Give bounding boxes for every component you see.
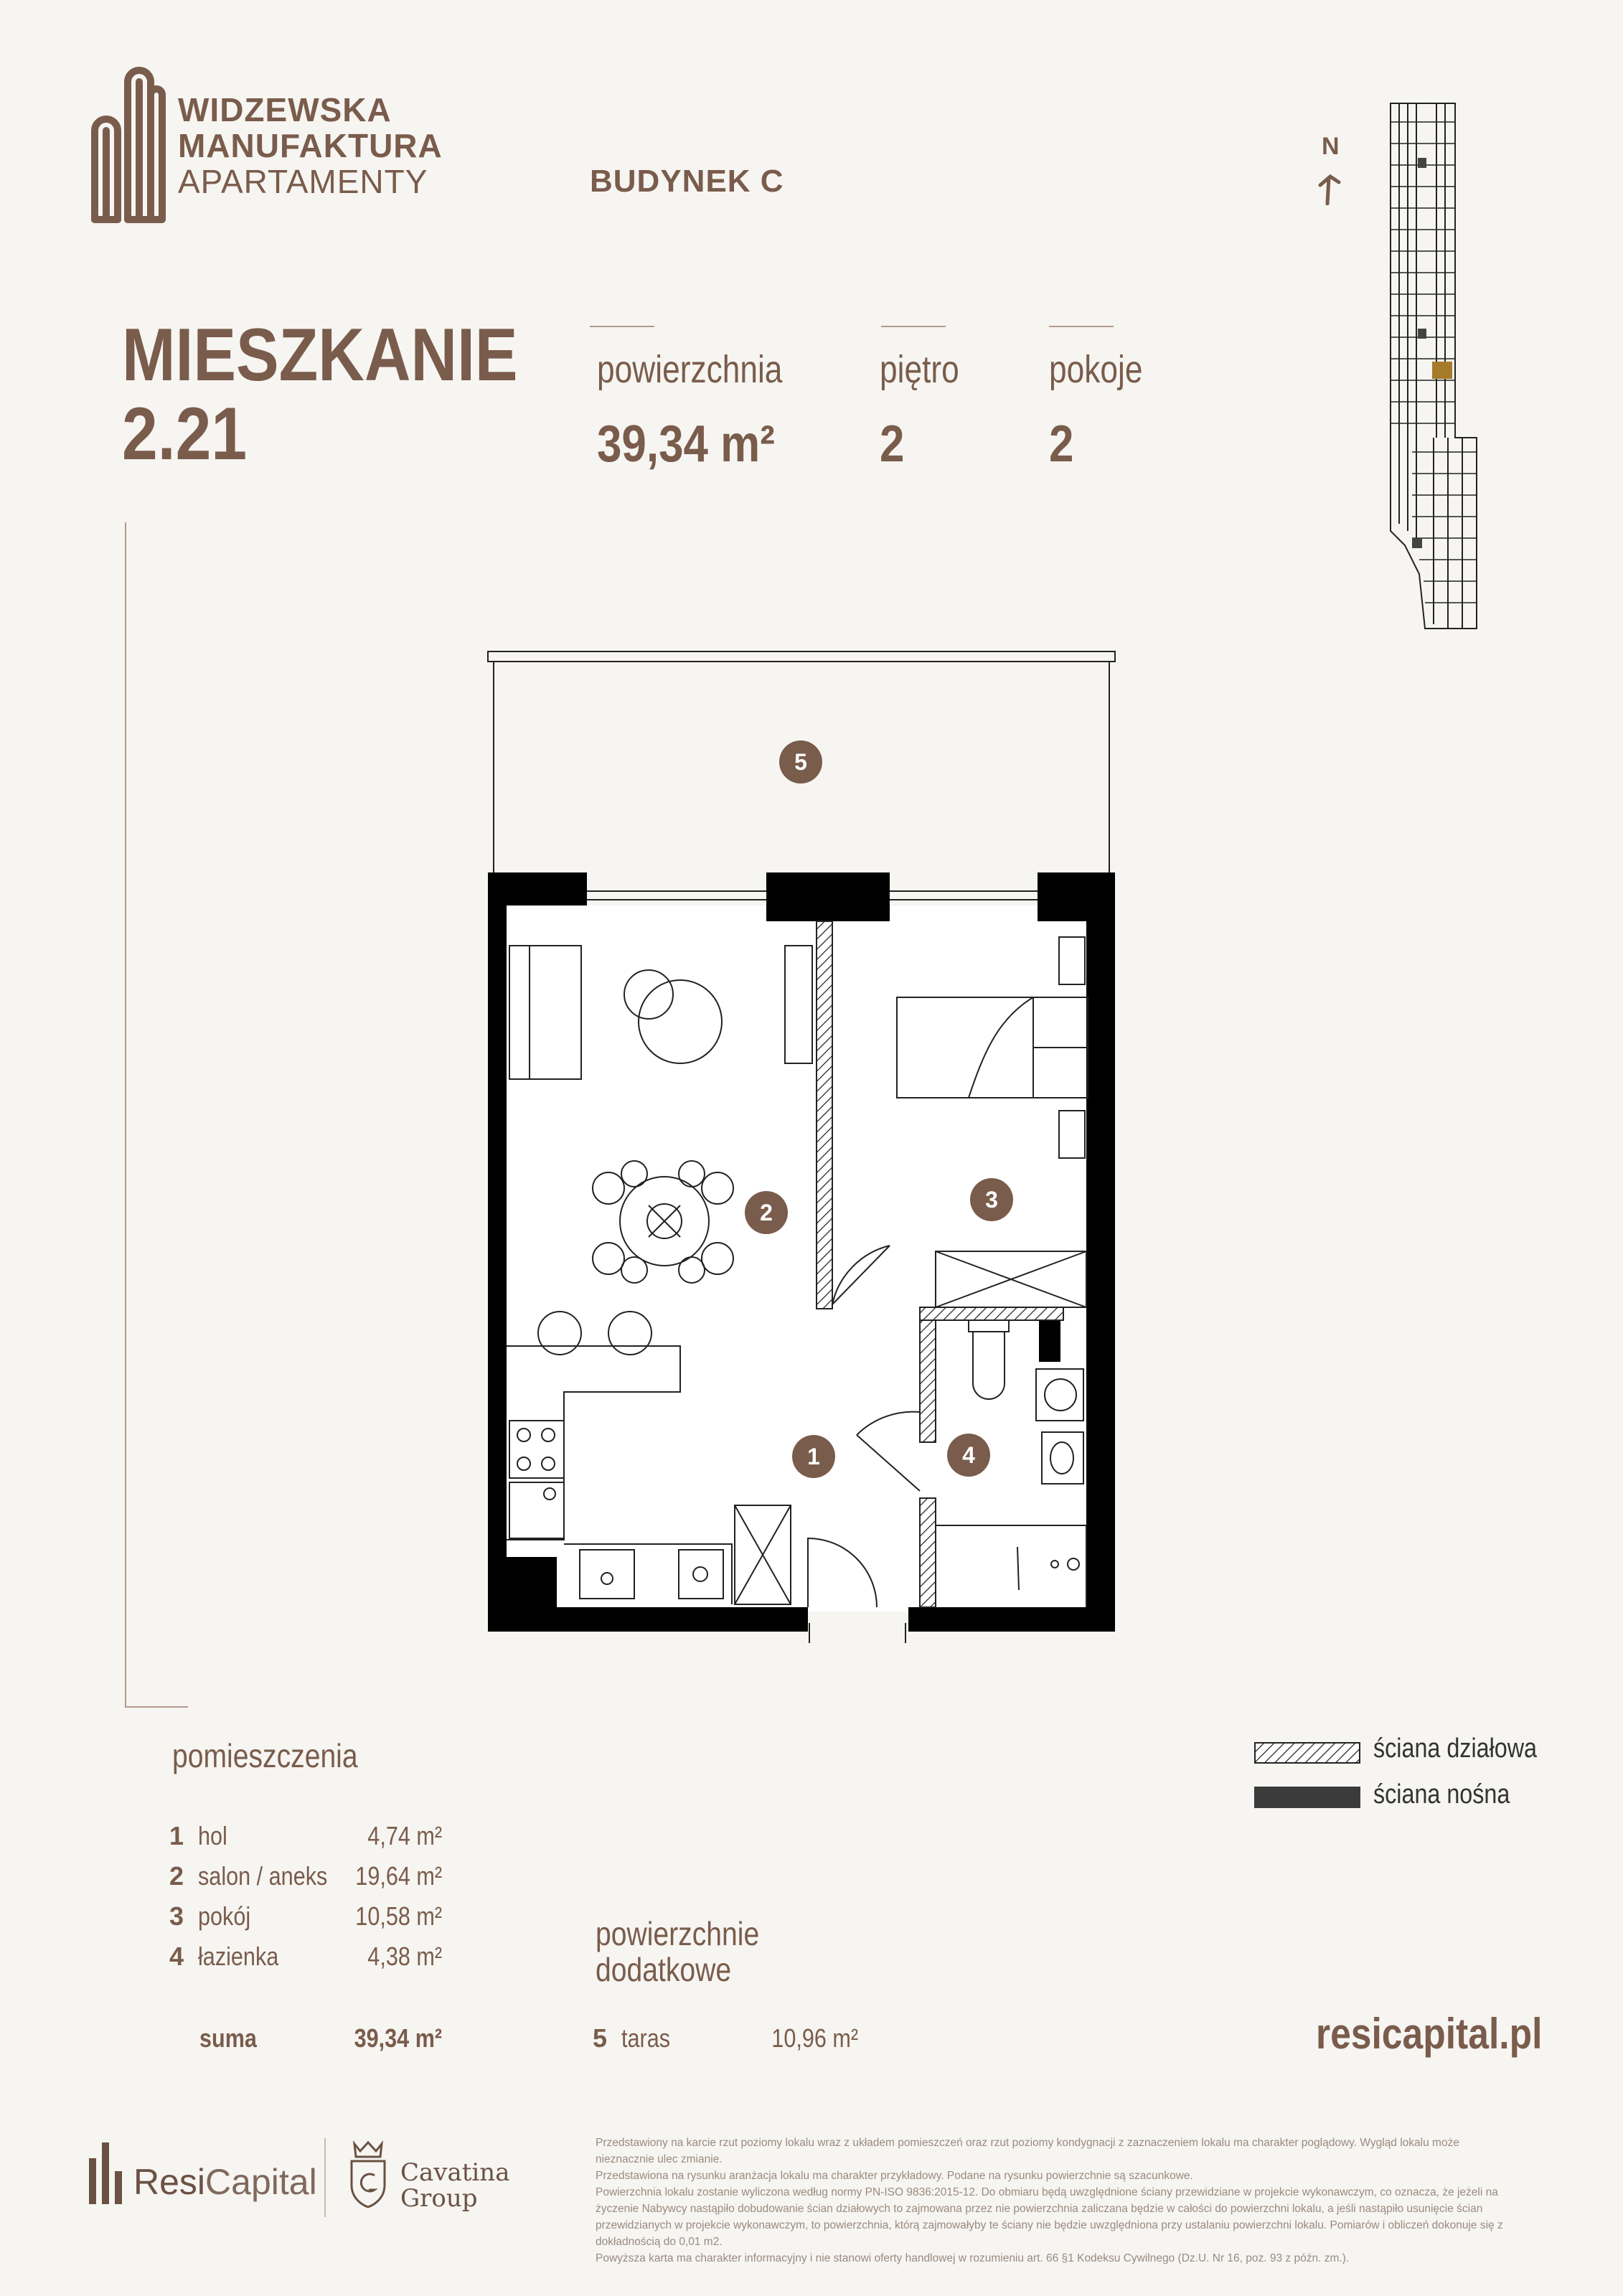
- room-row: [169, 1942, 456, 1982]
- resicapital-brand-a: Resi: [133, 2162, 206, 2202]
- stat-area-value: 39,34 m²: [597, 415, 775, 473]
- room-row: [169, 1901, 456, 1942]
- rooms-sum-label: suma: [199, 2023, 257, 2053]
- room-badge-5: [779, 740, 822, 784]
- extra-areas-title: [596, 1916, 759, 1987]
- room-badge-3-label: 3: [985, 1187, 998, 1213]
- side-rule-tick: [125, 1706, 188, 1708]
- stat-divider: [590, 326, 654, 327]
- stat-floor-label: piętro: [880, 348, 959, 391]
- room-area: 19,64 m²: [355, 1861, 442, 1891]
- stat-rooms-value: 2: [1049, 415, 1074, 473]
- extra-row: [593, 2023, 872, 2064]
- legend-bearing-label: ściana nośna: [1373, 1779, 1510, 1810]
- extra-name: taras: [621, 2023, 671, 2053]
- resicapital-logo-icon: [89, 2142, 123, 2204]
- extra-title-line-1: powierzchnie: [596, 1915, 760, 1952]
- apartment-title: [122, 316, 518, 474]
- apartment-title-word: MIESZKANIE: [122, 314, 518, 397]
- room-badge-2-label: 2: [760, 1200, 773, 1225]
- room-badge-2: [745, 1191, 788, 1234]
- room-name: pokój: [198, 1901, 251, 1931]
- interior-floor: [507, 905, 1095, 1612]
- room-name: salon / aneks: [198, 1861, 328, 1891]
- room-badge-5-label: 5: [794, 749, 807, 775]
- room-row: [169, 1821, 456, 1861]
- rooms-title: pomieszczenia: [172, 1737, 358, 1774]
- logo-line-3: APARTAMENTY: [178, 163, 428, 200]
- stat-rooms-label: pokoje: [1049, 348, 1143, 391]
- stat-area-label: powierzchnia: [597, 348, 783, 391]
- room-badge-1-label: 1: [807, 1444, 820, 1469]
- extra-title-line-2: dodatkowe: [596, 1951, 732, 1988]
- room-badge-3: [970, 1178, 1013, 1221]
- room-row: [169, 1861, 456, 1901]
- disclaimer-paragraph: Przedstawiony na karcie rzut poziomy lokalu wraz z układem pomieszczeń oraz rzut poziomy kondygnacji z zaznaczeniem lokalu ma charakter poglądowy. Wygląd lokalu może nieznacznie ulec zmianie.: [596, 2137, 1459, 2165]
- legal-disclaimer: [596, 2135, 1521, 2267]
- room-badge-4-label: 4: [962, 1442, 975, 1468]
- stat-floor-value: 2: [880, 415, 905, 473]
- room-num: 3: [169, 1901, 184, 1931]
- room-num: 4: [169, 1942, 184, 1971]
- room-badge-4: [947, 1434, 990, 1477]
- floor-plan: [474, 639, 1134, 1643]
- cavatina-line-1: Cavatina: [400, 2158, 510, 2187]
- resicapital-brand-b: Capital: [205, 2162, 317, 2202]
- side-rule: [125, 522, 126, 1706]
- legend-bearing-swatch: [1254, 1787, 1360, 1808]
- room-area: 4,38 m²: [367, 1942, 442, 1971]
- north-label: N: [1322, 133, 1340, 160]
- rooms-sum-value: 39,34 m²: [354, 2023, 442, 2053]
- stat-divider: [881, 326, 946, 327]
- extra-area: 10,96 m²: [771, 2023, 858, 2053]
- apartment-number: 2.21: [122, 392, 248, 476]
- legend-partition-swatch: [1254, 1742, 1360, 1764]
- building-label: BUDYNEK C: [590, 164, 784, 199]
- footer-divider: [324, 2138, 326, 2217]
- rooms-sum-row: [169, 2023, 456, 2064]
- legend-partition-label: ściana działowa: [1373, 1733, 1538, 1764]
- disclaimer-paragraph: Przedstawiona na rysunku aranżacja lokalu ma charakter przykładowy. Podane na rysunku powierzchnie są szacunkowe.: [596, 2170, 1193, 2182]
- extra-num: 5: [593, 2023, 608, 2053]
- stat-divider: [1049, 326, 1114, 327]
- room-area: 10,58 m²: [355, 1901, 442, 1931]
- room-num: 1: [169, 1821, 184, 1850]
- room-badge-1: [792, 1435, 835, 1478]
- room-area: 4,74 m²: [367, 1821, 442, 1850]
- building-key-plan: [1383, 100, 1484, 631]
- website-link[interactable]: resicapital.pl: [1316, 2010, 1543, 2058]
- disclaimer-paragraph: Powyższa karta ma charakter informacyjny i nie stanowi oferty handlowej w rozumieniu art. 66 §1 Kodeksu Cywilnego (Dz.U. Nr 16, poz. 93 z późn. zm.).: [596, 2252, 1350, 2264]
- room-name: hol: [198, 1821, 227, 1850]
- room-name: łazienka: [198, 1942, 279, 1971]
- logo-line-1: WIDZEWSKA: [178, 91, 392, 128]
- brand-logo-text: [178, 92, 443, 199]
- resicapital-brand: [133, 2161, 317, 2203]
- north-arrow-icon: [1314, 172, 1343, 205]
- disclaimer-paragraph: Powierzchnia lokalu zostanie wyliczona według normy PN-ISO 9836:2015-12. Do obmiaru będą uwzględnione ściany przewidziane w projekcie wykonawczym, co oznacza, że jeżeli na życzenie Nabywcy nastąpiło dobudowanie ścian działowych to zajmowana przez nie powierzchnia zaliczana będzie w całości do powierzchni lokalu, a jeśli nastąpiło usunięcie ścian przewidzianych w projekcie wykonawczym, to powierzchnia, którą zajmowałyby te ściany nie będzie uwzględniona przy ustalaniu powierzchni lokalu. Pomiarów i obliczeń dokonuje się z dokładnością do 0,01 m2.: [596, 2186, 1503, 2248]
- cavatina-line-2: Group: [400, 2184, 478, 2213]
- room-num: 2: [169, 1861, 184, 1891]
- logo-line-2: MANUFAKTURA: [178, 127, 443, 164]
- brand-logo-mark: [89, 66, 168, 225]
- cavatina-brand: [400, 2160, 509, 2211]
- cavatina-crest-icon: [347, 2140, 389, 2208]
- apartment-highlight: [1432, 362, 1452, 379]
